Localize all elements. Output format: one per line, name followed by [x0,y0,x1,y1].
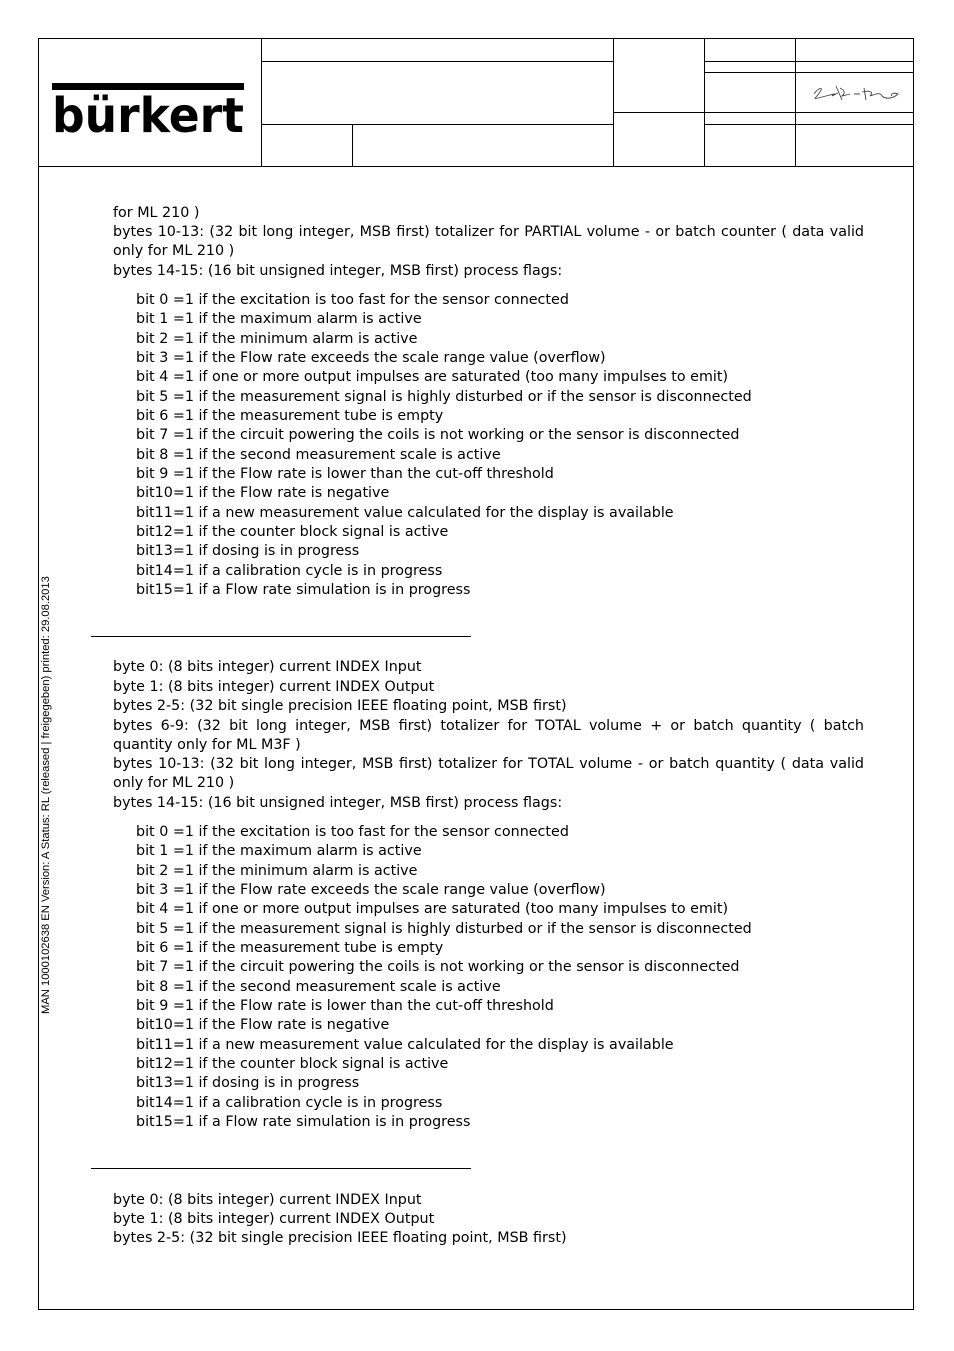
burkert-logo [52,83,244,135]
bit-flag-item: bit 8 =1 if the second measurement scale is active [136,446,501,463]
header-row-divider [704,61,914,62]
bit-flag-item: bit 3 =1 if the Flow rate exceeds the scale range value (overflow) [136,882,606,899]
bit-flag-item: bit 2 =1 if the minimum alarm is active [136,862,418,879]
bit-flag-item: bit10=1 if the Flow rate is negative [136,1017,390,1034]
header-bottom-rule [38,166,914,167]
bit-flag-item: bit13=1 if dosing is in progress [136,543,360,560]
bit-flag-item: bit12=1 if the counter block signal is active [136,1056,449,1073]
signature [810,80,902,106]
bit-flag-item: bit 6 =1 if the measurement tube is empty [136,940,444,957]
header-col-divider [613,38,614,166]
bit-flag-item: bit 9 =1 if the Flow rate is lower than the cut-off threshold [136,998,554,1015]
bit-flag-item: bit 4 =1 if one or more output impulses are saturated (too many impulses to emit) [136,369,729,386]
bit-flag-item: bit 0 =1 if the excitation is too fast for the sensor connected [136,292,569,308]
section2-line: bytes 14-15: (16 bit unsigned integer, MSB first) process flags: [113,795,563,811]
bit-flag-item: bit13=1 if dosing is in progress [136,1075,360,1092]
bit-flag-item: bit10=1 if the Flow rate is negative [136,485,390,502]
bit-flag-item: bit 1 =1 if the maximum alarm is active [136,843,422,860]
bit-flag-item: bit12=1 if the counter block signal is active [136,524,449,541]
bit-flag-item: bit 6 =1 if the measurement tube is empty [136,408,444,425]
bit-flag-item: bit 9 =1 if the Flow rate is lower than the cut-off threshold [136,466,554,483]
section-separator [91,636,471,637]
header-row-divider [261,124,613,125]
header-row-divider [261,61,613,62]
bit-flag-item: bit 3 =1 if the Flow rate exceeds the scale range value (overflow) [136,350,606,367]
section2-bit-list [136,823,752,1133]
section2-line: bytes 2-5: (32 bit single precision IEEE floating point, MSB first) [113,698,567,714]
section3-line: bytes 2-5: (32 bit single precision IEEE floating point, MSB first) [113,1230,567,1246]
bit-flag-item: bit 7 =1 if the circuit powering the coils is not working or the sensor is disconnected [136,959,740,976]
header-col-divider [352,124,353,166]
section1-bit-list [136,291,752,601]
svg-text:bürkert: bürkert [52,88,244,135]
header-col-divider [795,38,796,166]
bit-flag-item: bit15=1 if a Flow rate simulation is in progress [136,1114,471,1131]
header-row-divider [704,72,914,73]
document-status-label: MAN 1000102638 EN Version: A Status: RL (released | freigegeben) printed: 29.08.2013 [40,576,52,1014]
section-separator [91,1168,471,1169]
bit-flag-item: bit 5 =1 if the measurement signal is highly disturbed or if the sensor is disconnected [136,920,752,937]
header-row-divider [613,112,914,113]
bit-flag-item: bit 0 =1 if the excitation is too fast for the sensor connected [136,824,569,840]
section2-line: byte 1: (8 bits integer) current INDEX Output [113,679,435,695]
bit-flag-item: bit11=1 if a new measurement value calculated for the display is available [136,504,674,521]
bit-flag-item: bit 2 =1 if the minimum alarm is active [136,330,418,347]
logo-cell-divider [261,38,262,166]
bit-flag-item: bit15=1 if a Flow rate simulation is in progress [136,582,471,599]
bit-flag-item: bit14=1 if a calibration cycle is in progress [136,1094,443,1111]
bit-flag-item: bit 7 =1 if the circuit powering the coils is not working or the sensor is disconnected [136,427,740,444]
section2-line: bytes 6-9: (32 bit long integer, MSB first) totalizer for TOTAL volume + or batch quantity ( batch quantity only for ML M3F ) [113,718,864,754]
bit-flag-item: bit14=1 if a calibration cycle is in progress [136,562,443,579]
section1-line: bytes 10-13: (32 bit long integer, MSB first) totalizer for PARTIAL volume - or batch counter ( data valid only for ML 210 ) [113,224,864,260]
bit-flag-item: bit 8 =1 if the second measurement scale is active [136,978,501,995]
header-row-divider [704,124,914,125]
section3-line: byte 0: (8 bits integer) current INDEX Input [113,1192,422,1208]
header-col-divider [704,38,705,166]
section3-line: byte 1: (8 bits integer) current INDEX Output [113,1211,435,1227]
section2-line: bytes 10-13: (32 bit long integer, MSB first) totalizer for TOTAL volume - or batch quantity ( data valid only for ML 210 ) [113,756,864,792]
bit-flag-item: bit 5 =1 if the measurement signal is highly disturbed or if the sensor is disconnected [136,388,752,405]
bit-flag-item: bit11=1 if a new measurement value calculated for the display is available [136,1036,674,1053]
bit-flag-item: bit 4 =1 if one or more output impulses are saturated (too many impulses to emit) [136,901,729,918]
section1-line: bytes 14-15: (16 bit unsigned integer, MSB first) process flags: [113,263,563,279]
section1-line: for ML 210 ) [113,205,200,221]
section2-line: byte 0: (8 bits integer) current INDEX Input [113,659,422,675]
bit-flag-item: bit 1 =1 if the maximum alarm is active [136,311,422,328]
